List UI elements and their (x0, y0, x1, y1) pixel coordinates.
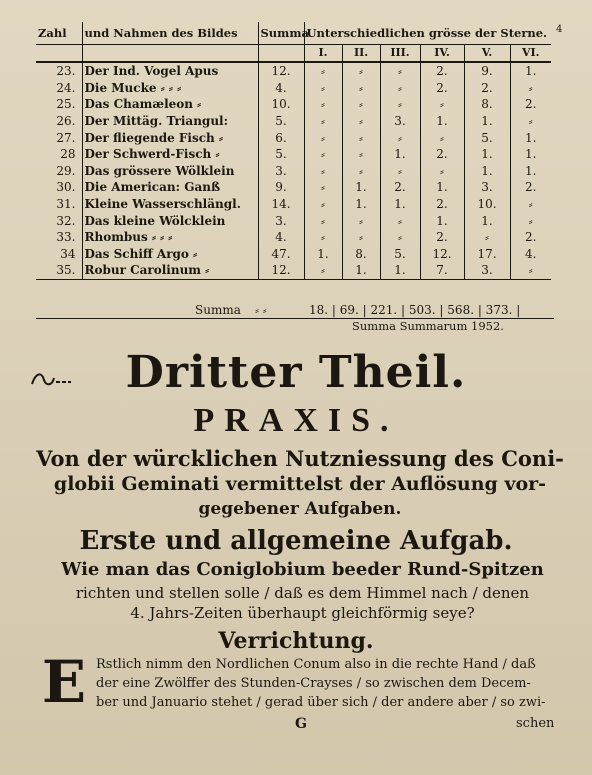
magnitude-1-count: ⸗ (304, 80, 342, 97)
magnitude-5-count: ⸗ (464, 229, 510, 246)
summa-summarum: Summa Summarum 1952. (352, 319, 504, 333)
magnitude-6-count: 1. (510, 146, 551, 163)
magnitude-2-count: 8. (342, 246, 380, 263)
magnitude-6-count: 2. (510, 229, 551, 246)
magnitude-3-count: ⸗ (380, 163, 420, 180)
col-header-mag-1: I. (304, 45, 342, 63)
magnitude-5-count: 1. (464, 146, 510, 163)
constellation-name: Kleine Wasserschlängl. (82, 196, 258, 213)
table-row (36, 179, 551, 196)
magnitude-2-count: ⸗ (342, 212, 380, 229)
question-line-2: richten und stellen solle / daß es dem Himmel nach / denen (75, 584, 530, 602)
magnitude-5-count: 17. (464, 246, 510, 263)
table-row (36, 246, 551, 263)
magnitude-5-count: 3. (464, 262, 510, 279)
col-header-mag-6: VI. (510, 45, 551, 63)
magnitude-6-count: 2. (510, 179, 551, 196)
magnitude-3-count: ⸗ (380, 212, 420, 229)
magnitude-3-count: 1. (380, 196, 420, 213)
praxis-title: PRAXIS. (193, 402, 399, 439)
constellation-name: Der Mittäg. Triangul: (82, 113, 258, 130)
magnitude-2-count: ⸗ (342, 80, 380, 97)
magnitude-3-count: ⸗ (380, 96, 420, 113)
drop-cap-initial: E (41, 648, 87, 716)
magnitude-1-count: ⸗ (304, 146, 342, 163)
magnitude-3-count: 1. (380, 262, 420, 279)
page-marker: 4 (556, 24, 563, 35)
row-number: 31. (56, 197, 76, 212)
magnitude-6-count: 2. (510, 96, 551, 113)
row-summa: 12. (258, 62, 304, 80)
summa-label: Summa (195, 303, 241, 317)
magnitude-4-count: 2. (420, 196, 464, 213)
magnitude-6-count: ⸗ (510, 196, 551, 213)
magnitude-2-count: ⸗ (342, 229, 380, 246)
table-row (36, 96, 551, 113)
magnitude-3-count: 5. (380, 246, 420, 263)
magnitude-4-count: 2. (420, 229, 464, 246)
constellation-name: Das kleine Wölcklein (82, 212, 258, 229)
question-line-3: 4. Jahrs-Zeiten überhaupt gleichförmig seye? (130, 604, 475, 622)
magnitude-1-count: ⸗ (304, 212, 342, 229)
magnitude-2-count: ⸗ (342, 163, 380, 180)
magnitude-4-count: 1. (420, 179, 464, 196)
verrichtung-heading: Verrichtung. (218, 628, 374, 654)
signature-mark: G (295, 716, 307, 732)
table-header-row (36, 22, 551, 45)
col-header-zahl: Zahl (36, 22, 82, 45)
magnitude-6-count: ⸗ (510, 80, 551, 97)
row-summa: 3. (258, 212, 304, 229)
table-row (36, 62, 551, 80)
section-title: Erste und allgemeine Aufgab. (79, 526, 513, 556)
magnitude-5-count: 5. (464, 129, 510, 146)
table-row (36, 163, 551, 180)
row-number: 28 (60, 147, 76, 162)
summa-values: 18. | 69. | 221. | 503. | 568. | 373. | (309, 303, 521, 317)
row-summa: 4. (258, 229, 304, 246)
table-row (36, 146, 551, 163)
row-summa: 9. (258, 179, 304, 196)
body-line-1: Rstlich nimm den Nordlichen Conum also in die rechte Hand / daß (96, 657, 536, 672)
magnitude-4-count: 1. (420, 212, 464, 229)
col-header-groesse: Unterschiedlichen grösse der Sterne. (304, 22, 551, 45)
table-row (36, 113, 551, 130)
magnitude-5-count: 1. (464, 113, 510, 130)
magnitude-1-count: ⸗ (304, 129, 342, 146)
constellation-name: Der fliegende Fisch ⸗ (82, 129, 258, 146)
summa-row (195, 302, 555, 318)
constellation-name: Das grössere Wölklein (82, 163, 258, 180)
magnitude-4-count: 2. (420, 146, 464, 163)
row-number: 33. (56, 230, 76, 245)
magnitude-6-count: 1. (510, 129, 551, 146)
magnitude-4-count: ⸗ (420, 129, 464, 146)
summa-dashes: ⸗ ⸗ (255, 303, 267, 317)
magnitude-1-count: ⸗ (304, 62, 342, 80)
magnitude-5-count: 9. (464, 62, 510, 80)
magnitude-3-count: ⸗ (380, 229, 420, 246)
col-header-mag-4: IV. (420, 45, 464, 63)
magnitude-4-count: 7. (420, 262, 464, 279)
row-number: 30. (56, 180, 76, 195)
magnitude-3-count: 1. (380, 146, 420, 163)
magnitude-1-count: ⸗ (304, 179, 342, 196)
star-table (36, 22, 551, 280)
magnitude-5-count: 1. (464, 163, 510, 180)
magnitude-5-count: 8. (464, 96, 510, 113)
constellation-name: Das Chamæleon ⸗ (82, 96, 258, 113)
table-row (36, 229, 551, 246)
constellation-name: Die American: Ganß (82, 179, 258, 196)
table-row (36, 129, 551, 146)
magnitude-6-count: 1. (510, 62, 551, 80)
constellation-name: Das Schiff Argo ⸗ (82, 246, 258, 263)
row-number: 34 (60, 246, 76, 261)
table-row (36, 262, 551, 279)
magnitude-5-count: 10. (464, 196, 510, 213)
row-number: 27. (56, 130, 76, 145)
magnitude-6-count: 1. (510, 163, 551, 180)
magnitude-1-count: ⸗ (304, 262, 342, 279)
row-number: 35. (36, 262, 82, 279)
magnitude-1-count: ⸗ (304, 229, 342, 246)
subtitle-line-3: gegebener Aufgaben. (198, 499, 402, 519)
magnitude-1-count: ⸗ (304, 96, 342, 113)
table-row (36, 212, 551, 229)
subtitle-line-2: globii Geminati vermittelst der Auflösung vor- (53, 473, 547, 495)
magnitude-2-count: ⸗ (342, 113, 380, 130)
row-number: 25. (56, 97, 76, 112)
magnitude-2-count: 1. (342, 196, 380, 213)
part-title: Dritter Theil. (125, 347, 467, 398)
magnitude-2-count: 1. (342, 179, 380, 196)
row-number: 24. (56, 80, 76, 95)
magnitude-3-count: 3. (380, 113, 420, 130)
body-line-3: ber und Januario stehet / gerad über sich / der andere aber / so zwi- (96, 695, 546, 710)
subtitle-line-1: Von der würcklichen Nutzniessung des Coni- (36, 446, 564, 471)
magnitude-5-count: 2. (464, 80, 510, 97)
col-header-mag-2: II. (342, 45, 380, 63)
constellation-name: Der Ind. Vogel Apus (82, 62, 258, 80)
row-summa: 4. (258, 80, 304, 97)
table-row (36, 80, 551, 97)
row-summa: 14. (258, 196, 304, 213)
magnitude-4-count: 2. (420, 62, 464, 80)
magnitude-4-count: ⸗ (420, 163, 464, 180)
magnitude-2-count: 1. (342, 262, 380, 279)
magnitude-2-count: ⸗ (342, 62, 380, 80)
magnitude-1-count: ⸗ (304, 163, 342, 180)
magnitude-4-count: 2. (420, 80, 464, 97)
magnitude-4-count: ⸗ (420, 96, 464, 113)
row-summa: 6. (258, 129, 304, 146)
magnitude-2-count: ⸗ (342, 96, 380, 113)
row-summa: 47. (258, 246, 304, 263)
magnitude-4-count: 12. (420, 246, 464, 263)
constellation-name: Robur Carolinum ⸗ (82, 262, 258, 279)
col-header-mag-3: III. (380, 45, 420, 63)
col-header-summa: Summa (258, 22, 304, 45)
table-subheader-row (36, 45, 551, 63)
magnitude-5-count: 3. (464, 179, 510, 196)
row-summa: 3. (258, 163, 304, 180)
magnitude-3-count: ⸗ (380, 80, 420, 97)
row-summa: 12. (258, 262, 304, 279)
row-summa: 10. (258, 96, 304, 113)
row-summa: 5. (258, 113, 304, 130)
magnitude-6-count: ⸗ (510, 113, 551, 130)
magnitude-2-count: ⸗ (342, 129, 380, 146)
constellation-name: Die Mucke ⸗ ⸗ ⸗ (82, 80, 258, 97)
magnitude-6-count: ⸗ (510, 262, 551, 279)
row-number: 32. (56, 213, 76, 228)
magnitude-1-count: ⸗ (304, 196, 342, 213)
magnitude-3-count: 2. (380, 179, 420, 196)
magnitude-1-count: ⸗ (304, 113, 342, 130)
row-number: 29. (56, 163, 76, 178)
magnitude-4-count: 1. (420, 113, 464, 130)
magnitude-6-count: 4. (510, 246, 551, 263)
row-number: 26. (56, 114, 76, 129)
magnitude-2-count: ⸗ (342, 146, 380, 163)
magnitude-5-count: 1. (464, 212, 510, 229)
magnitude-3-count: ⸗ (380, 129, 420, 146)
magnitude-1-count: 1. (304, 246, 342, 263)
row-number: 23. (56, 64, 76, 79)
row-summa: 5. (258, 146, 304, 163)
magnitude-6-count: ⸗ (510, 212, 551, 229)
magnitude-3-count: ⸗ (380, 62, 420, 80)
col-header-name: und Nahmen des Bildes (82, 22, 258, 45)
col-header-mag-5: V. (464, 45, 510, 63)
body-line-2: der eine Zwölffer des Stunden-Crayses / so zwischen dem Decem- (96, 676, 531, 691)
question-line-1: Wie man das Coniglobium beeder Rund-Spitzen (61, 559, 544, 580)
constellation-name: Rhombus ⸗ ⸗ ⸗ (82, 229, 258, 246)
constellation-name: Der Schwerd-Fisch ⸗ (82, 146, 258, 163)
table-row (36, 196, 551, 213)
catchword: schen (516, 716, 555, 731)
